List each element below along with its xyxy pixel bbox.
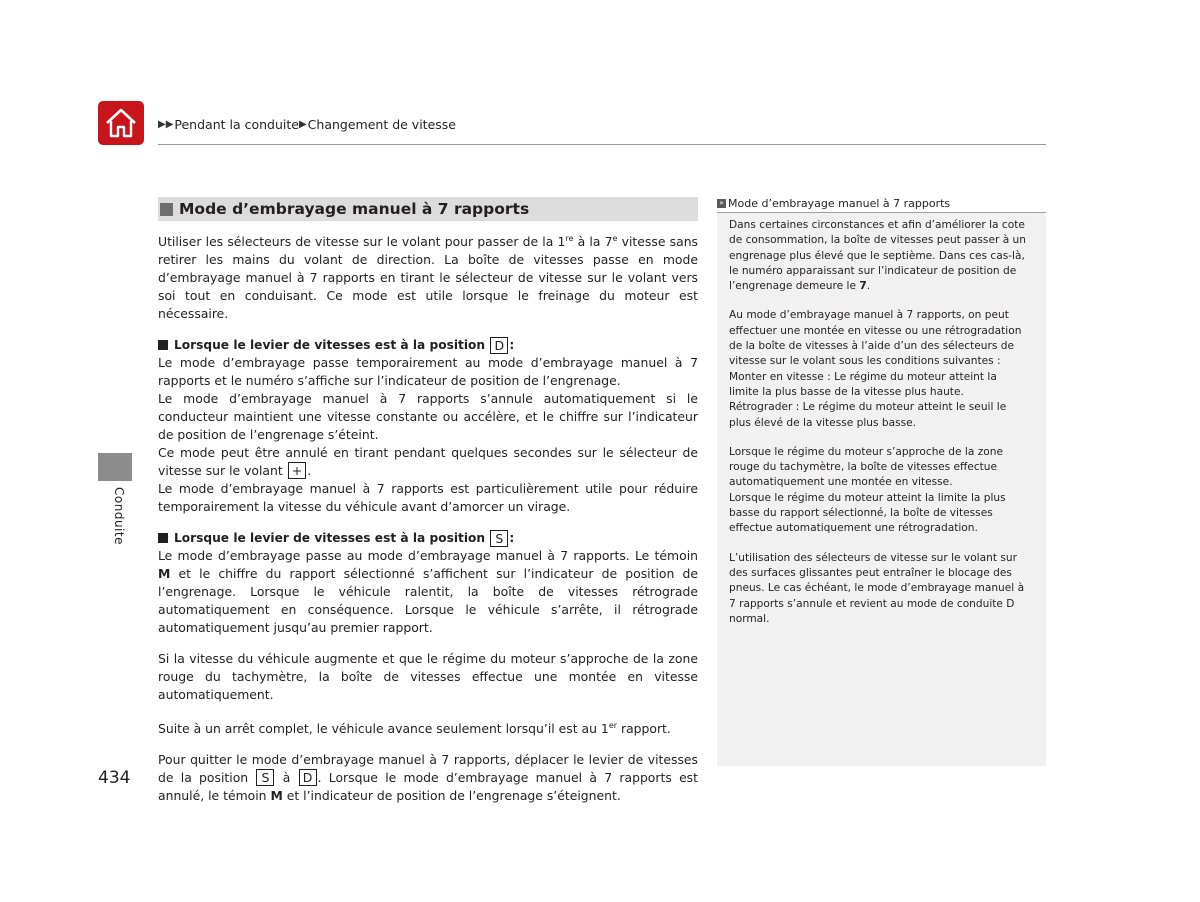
position-d-paragraph-3: Ce mode peut être annulé en tirant pendant quelques secondes sur le sélecteur de vitesse sur le volant + . — [158, 445, 698, 478]
home-icon — [104, 107, 138, 139]
position-d-paragraph-1: Le mode d’embrayage passe temporairement au mode d’embrayage manuel à 7 rapports et le numéro s’affiche sur l’indicateur de position de l’engrenage. — [158, 355, 698, 388]
home-button[interactable] — [98, 101, 144, 145]
bullet-square-icon — [158, 533, 168, 543]
note-paragraph-3: Monter en vitesse : Le régime du moteur atteint la limite la plus basse de la vitesse plus haute. — [729, 370, 997, 398]
note-paragraph-4: Rétrograder : Le régime du moteur atteint le seuil le plus élevé de la vitesse plus basse. — [729, 401, 1007, 429]
note-paragraph-7: L’utilisation des sélecteurs de vitesse sur le volant sur des surfaces glissantes peut entraîner le blocage des pneus. Le cas échéant, le mode d’embrayage manuel à 7 rapports s’annule et revient au mode de conduite D normal. — [729, 551, 1025, 625]
side-note-header[interactable] — [717, 195, 1046, 213]
side-note-panel — [717, 195, 1046, 766]
breadcrumb-arrow-icon: ▶ — [298, 119, 307, 130]
subheading-position-s: Lorsque le levier de vitesses est à la position S : — [158, 529, 698, 547]
section-title: Mode d’embrayage manuel à 7 rapports — [179, 200, 530, 218]
position-d-paragraph-4: Le mode d’embrayage manuel à 7 rapports est particulièrement utile pour réduire temporairement la vitesse du véhicule avant d’amorcer un virage. — [158, 481, 698, 514]
plus-key-icon: + — [288, 462, 306, 479]
section-header — [158, 197, 698, 221]
position-s-paragraph: Le mode d’embrayage passe au mode d’embrayage manuel à 7 rapports. Le témoin M et le chiffre du rapport sélectionné s’affichent sur l’indicateur de position de l’engrenage. Lorsque le véhicule ralentit, la boîte de vitesses rétrograde automatiquement en conséquence. Lorsque le véhicule s’arrête, il rétrograde automatiquement jusqu’au premier rapport. — [158, 548, 698, 635]
note-paragraph-1: Dans certaines circonstances et afin d’améliorer la cote de consommation, la boîte de vitesses peut passer à un engrenage plus élevé que le septième. Dans ces cas-là, le numéro apparaissant sur l’indicateur de position de l’engrenage demeure le 7. — [729, 219, 1026, 293]
section-square-icon — [160, 203, 173, 216]
key-d-icon: D — [299, 769, 317, 786]
key-s-icon: S — [490, 530, 508, 547]
chapter-tab[interactable] — [98, 453, 132, 481]
side-note-title: Mode d’embrayage manuel à 7 rapports — [728, 197, 951, 210]
chapter-label: Conduite — [112, 487, 126, 545]
note-paragraph-5: Lorsque le régime du moteur s’approche de la zone rouge du tachymètre, la boîte de vitesses effectue automatiquement une montée en vitesse. — [729, 445, 1003, 489]
breadcrumb-arrow-icon: ▶▶ — [158, 119, 174, 130]
breadcrumb-item-gear-change[interactable]: Changement de vitesse — [307, 117, 456, 132]
stop-paragraph: Suite à un arrêt complet, le véhicule avance seulement lorsqu’il est au 1er rapport. — [158, 721, 671, 736]
key-d-icon: D — [490, 337, 508, 354]
note-paragraph-6: Lorsque le régime du moteur atteint la limite la plus basse du rapport sélectionné, la boîte de vitesses effectue automatiquement une rétrogradation. — [729, 491, 1006, 535]
position-d-paragraph-2: Le mode d’embrayage manuel à 7 rapports s’annule automatiquement si le conducteur maintient une vitesse constante ou accélère, et le chiffre sur l’indicateur de position de l’engrenage s’éteint. — [158, 391, 698, 442]
key-s-icon: S — [256, 769, 274, 786]
breadcrumb — [158, 117, 456, 132]
speed-paragraph: Si la vitesse du véhicule augmente et que le régime du moteur s’approche de la zone rouge du tachymètre, la boîte de vitesses effectue une montée en vitesse automatiquement. — [158, 651, 698, 702]
side-note-body — [717, 213, 1046, 627]
breadcrumb-item-driving[interactable]: Pendant la conduite — [174, 117, 299, 132]
page-number: 434 — [98, 768, 131, 788]
note-paragraph-2: Au mode d’embrayage manuel à 7 rapports, on peut effectuer une montée en vitesse ou une rétrogradation de la boîte de vitesses à l’aide d’un des sélecteurs de vitesse sur le volant sous les conditions suivantes : — [729, 309, 1022, 368]
note-link-icon: » — [717, 199, 726, 208]
main-content — [158, 197, 698, 805]
intro-paragraph: Utiliser les sélecteurs de vitesse sur le volant pour passer de la 1re à la 7e vitesse sans retirer les mains du volant de direction. La boîte de vitesses passe en mode d’embrayage manuel à 7 rapports en tirant le sélecteur de vitesse sur le volant vers soi tout en conduisant. Ce mode est utile lorsque le freinage du moteur est nécessaire. — [158, 234, 699, 321]
header-divider — [158, 144, 1046, 145]
subheading-position-d: Lorsque le levier de vitesses est à la position D : — [158, 336, 698, 354]
bullet-square-icon — [158, 340, 168, 350]
exit-paragraph: Pour quitter le mode d’embrayage manuel à 7 rapports, déplacer le levier de vitesses de la position S à D . Lorsque le mode d’embrayage manuel à 7 rapports est annulé, le témoin M et l’indicateur de position de l’engrenage s’éteignent. — [158, 752, 699, 803]
